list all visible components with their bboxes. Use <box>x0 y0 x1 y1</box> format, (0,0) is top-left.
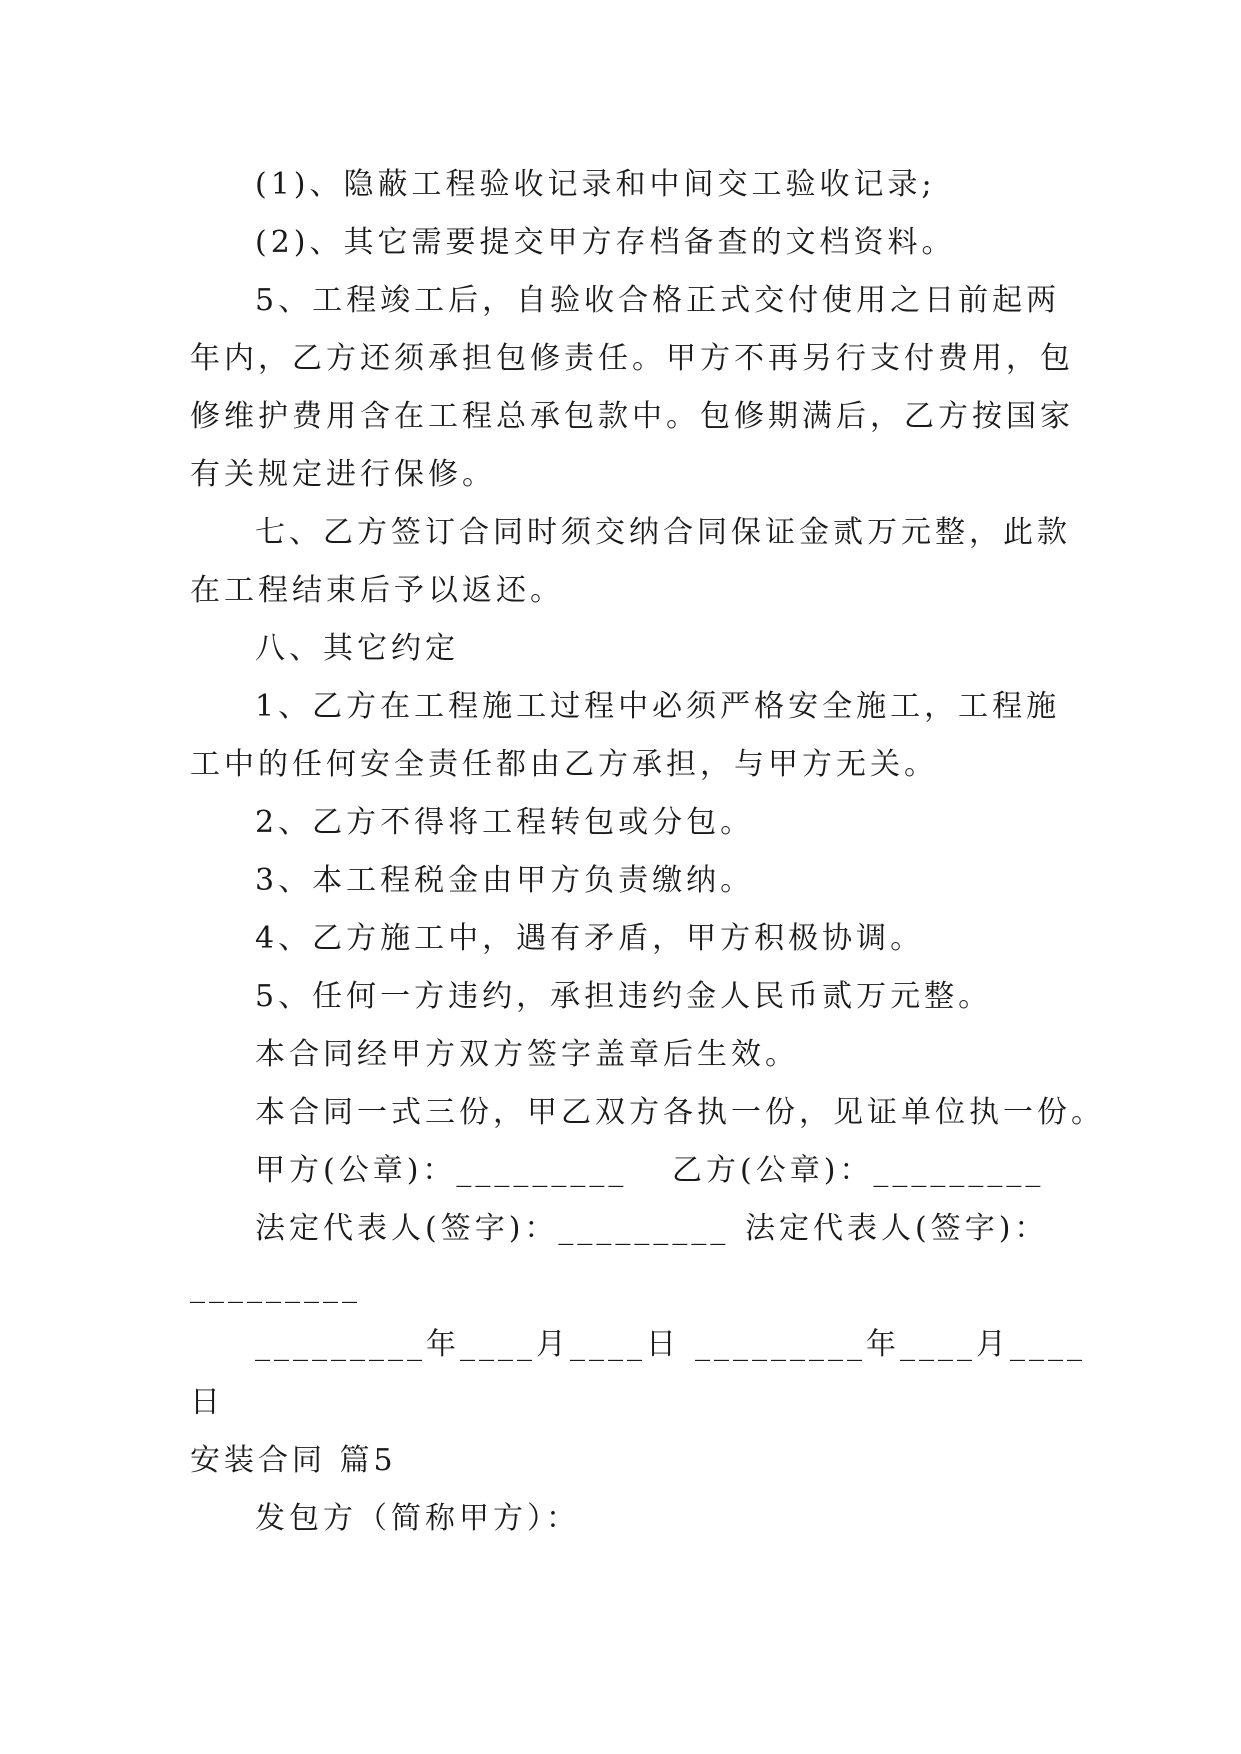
legal-rep-a: 法定代表人(签字)：_________ <box>255 1211 730 1246</box>
paragraph-line: 年内，乙方还须承担包修责任。甲方不再另行支付费用，包 <box>190 341 1074 376</box>
paragraph-line: (2)、其它需要提交甲方存档备查的文档资料。 <box>255 225 956 260</box>
section-title: 安装合同 篇5 <box>190 1443 397 1478</box>
paragraph-line: 3、本工程税金由甲方负责缴纳。 <box>255 863 755 898</box>
date-b-day: 日 <box>190 1385 224 1420</box>
section-heading: 八、其它约定 <box>255 631 459 666</box>
paragraph-line: 在工程结束后予以返还。 <box>190 573 564 608</box>
party-b-seal: 乙方(公章)：_________ <box>672 1153 1045 1188</box>
paragraph-line: 有关规定进行保修。 <box>190 457 496 492</box>
paragraph-line: 4、乙方施工中，遇有矛盾，甲方积极协调。 <box>255 921 925 956</box>
date-b: _________年____月____ <box>695 1327 1086 1362</box>
paragraph-line: 七、乙方签订合同时须交纳合同保证金贰万元整，此款 <box>255 515 1071 550</box>
date-b-line <box>695 1316 1086 1374</box>
legal-rep-b: 法定代表人(签字)： <box>745 1211 1049 1246</box>
paragraph-line: 2、乙方不得将工程转包或分包。 <box>255 805 755 840</box>
legal-rep-b-blank: _________ <box>190 1269 361 1304</box>
date-a: _________年____月____日 <box>255 1327 680 1362</box>
paragraph-line: 5、工程竣工后，自验收合格正式交付使用之日前起两 <box>255 283 1061 318</box>
paragraph-line: 发包方（简称甲方）： <box>255 1501 580 1536</box>
party-a-seal: 甲方(公章)：_________ <box>255 1153 628 1188</box>
legal-rep-b-line <box>745 1200 1075 1258</box>
paragraph-line: 1、乙方在工程施工过程中必须严格安全施工，工程施 <box>255 689 1061 724</box>
paragraph-line: 修维护费用含在工程总承包款中。包修期满后，乙方按国家 <box>190 399 1074 434</box>
party-b-seal-line <box>672 1142 1072 1200</box>
paragraph-line: 工中的任何安全责任都由乙方承担，与甲方无关。 <box>190 747 938 782</box>
paragraph-line: (1)、隐蔽工程验收记录和中间交工验收记录; <box>255 167 936 202</box>
paragraph-line: 本合同经甲方双方签字盖章后生效。 <box>255 1037 799 1072</box>
paragraph-line: 5、任何一方违约，承担违约金人民币贰万元整。 <box>255 979 993 1014</box>
paragraph-line: 本合同一式三份，甲乙双方各执一份，见证单位执一份。 <box>255 1095 1105 1130</box>
